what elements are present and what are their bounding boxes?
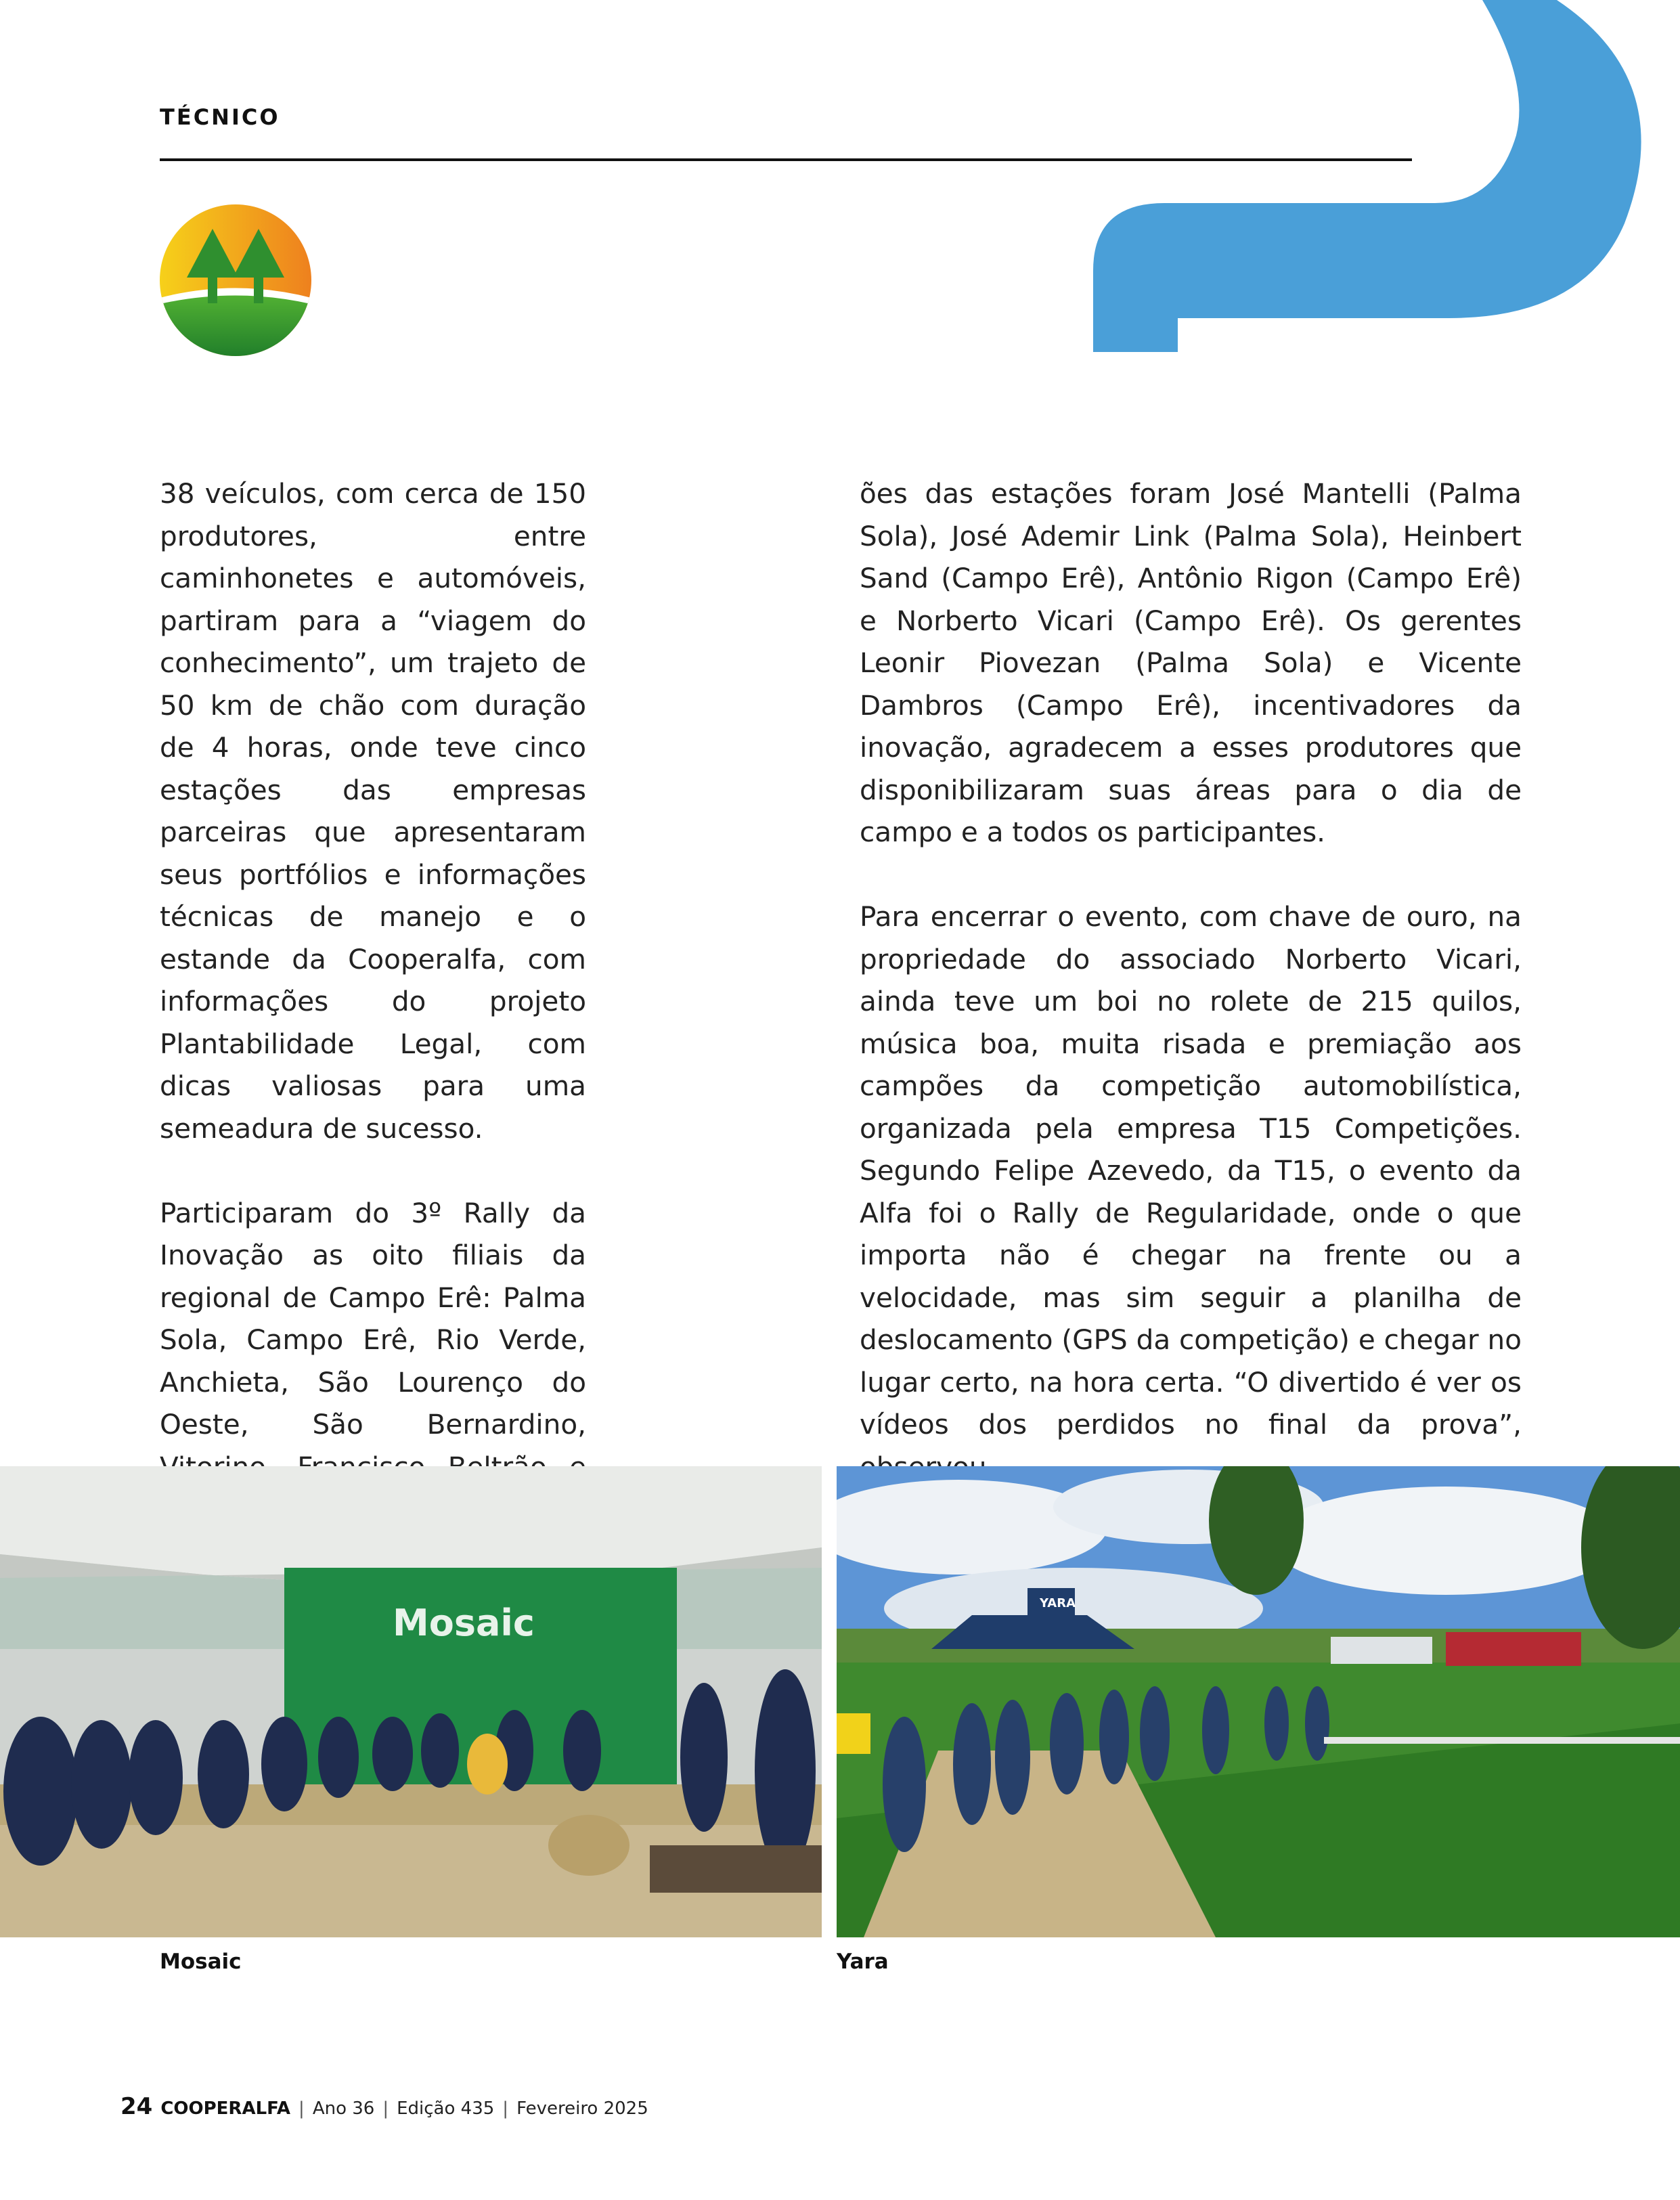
footer-date: Fevereiro 2025 — [516, 2098, 648, 2119]
photo-caption-yara: Yara — [837, 1950, 889, 1974]
footer-separator: | — [502, 2098, 509, 2119]
page-footer — [120, 2093, 648, 2120]
article-paragraph: ões das estações foram José Mantelli (Palma Sola), José Ademir Link (Palma Sola), Heinbert Sand (Campo Erê), Antônio Rigon (Campo Erê) e Norberto Vicari (Campo Erê). Os gerentes Leonir Piovezan (Palma Sola) e Vicente Dambros (Campo Erê), incentivadores da inovação, agradecem a esses produtores que disponibilizaram suas áreas para o dia de campo e a todos os participantes. — [860, 477, 1522, 848]
article-column-right — [860, 472, 1522, 1531]
article-paragraph: 38 veículos, com cerca de 150 produtores, entre caminhonetes e automóveis, partiram para a “viagem do conhecimento”, um trajeto de 50 km de chão com duração de 4 horas, onde teve cinco estações das empresas parceiras que apresentaram seus portfólios e informações técnicas de manejo e o estande da Cooperalfa, com informações do projeto Plantabilidade Legal, com dicas valiosas para uma semeadura de sucesso. — [160, 477, 586, 1145]
cooperalfa-logo — [157, 202, 314, 359]
photo-caption-mosaic: Mosaic — [160, 1950, 242, 1974]
photo-mosaic-station — [0, 1466, 822, 1937]
page-number: 24 — [120, 2093, 153, 2120]
section-label: TÉCNICO — [160, 104, 280, 130]
footer-edition: Edição 435 — [397, 2098, 495, 2119]
magazine-name: COOPERALFA — [160, 2098, 291, 2119]
decorative-blue-shape — [1083, 0, 1680, 359]
yara-tent-text: YARA — [1040, 1596, 1076, 1610]
article-paragraph: Para encerrar o evento, com chave de ouro, na propriedade do associado Norberto Vicari, ainda teve um boi no rolete de 215 quilos, música boa, muita risada e premiação aos campões da competição automobilística, organizada pela empresa T15 Competições. Segundo Felipe Azevedo, da T15, o evento da Alfa foi o Rally de Regularidade, onde o que importa não é chegar na frente ou a velocidade, mas sim seguir a planilha de deslocamento (GPS da competição) e chegar no lugar certo, na hora certa. “O divertido é ver os vídeos dos perdidos no final da prova”, — [860, 900, 1522, 1440]
photo-yara-station — [837, 1466, 1680, 1937]
article-column-left — [160, 472, 586, 1615]
footer-year: Ano 36 — [312, 2098, 375, 2119]
footer-separator: | — [299, 2098, 305, 2119]
article-paragraph: Participaram do 3º Rally da Inovação as oito filiais da regional de Campo Erê: Palma Sola, Campo Erê, Rio Verde, Anchieta, São Lourenço do Oeste, São Bernardino, — [160, 1196, 586, 1440]
mosaic-banner-text: Mosaic — [393, 1602, 535, 1644]
footer-separator: | — [382, 2098, 389, 2119]
